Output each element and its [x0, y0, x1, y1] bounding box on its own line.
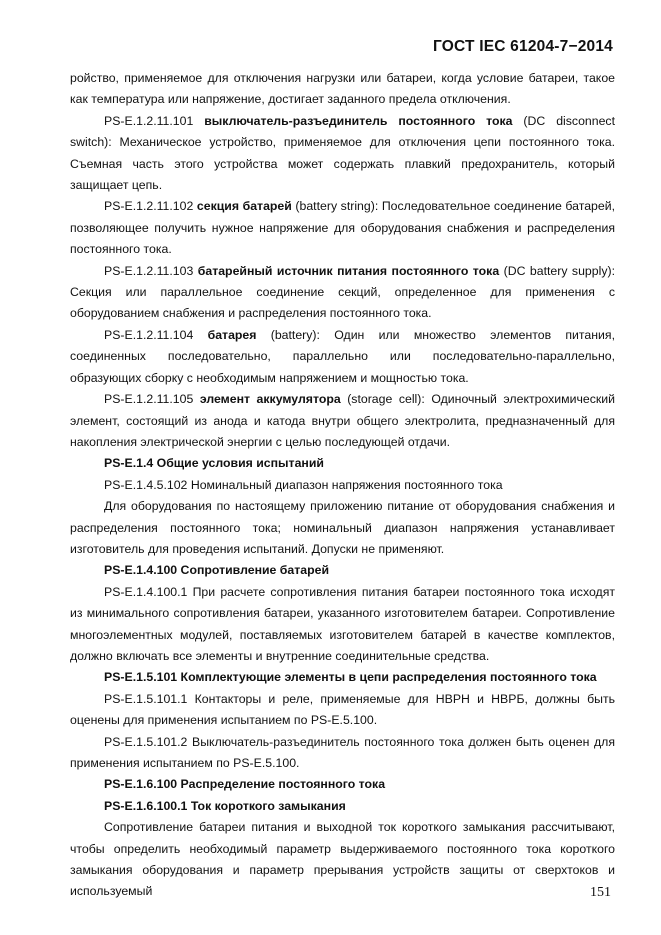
document-body	[70, 68, 615, 903]
definition-term: элемент аккумулятора	[199, 392, 341, 407]
definition-text: (storage cell): Одиночный электрохимический элемент, состоящий из анода и катода внутри общего электролита, предназначенный для накопления электрической энергии с целью последующей отдачи.	[70, 392, 615, 449]
body-paragraph: ройство, применяемое для отключения нагрузки или батареи, когда условие батареи, такое как температура или напряжение, достигает заданного предела отключения.	[70, 71, 615, 107]
section-heading: PS-E.1.4.100 Сопротивление батарей	[104, 563, 330, 578]
definition-number: PS-E.1.2.11.102	[104, 199, 194, 214]
definition-paragraph	[70, 261, 615, 325]
definition-number: PS-E.1.2.11.101	[104, 113, 194, 128]
definition-number: PS-E.1.2.11.103	[104, 263, 194, 278]
definition-term: выключатель-разъединитель постоянного тока	[204, 113, 513, 128]
definition-paragraph	[70, 325, 615, 389]
definition-paragraph	[70, 111, 615, 197]
definition-number: PS-E.1.2.11.104	[104, 327, 194, 342]
section-heading: PS-E.1.5.101 Комплектующие элементы в цепи распределения постоянного тока	[104, 670, 597, 685]
section-heading: PS-E.1.4 Общие условия испытаний	[104, 456, 324, 471]
page-header: ГОСТ IEC 61204-7−2014	[433, 38, 613, 55]
section-heading: PS-E.1.6.100 Распределение постоянного тока	[104, 777, 386, 792]
definition-paragraph	[70, 389, 615, 453]
body-paragraph: PS-E.1.5.101.1 Контакторы и реле, применяемые для НВРН и НВРБ, должны быть оценены для применения испытанием по PS-E.5.100.	[70, 691, 615, 728]
definition-text: (battery): Один или множество элементов питания, соединенных последовательно, параллельно или последовательно-параллельно, образующих сборку с необходимым напряжением и мощностью тока.	[70, 327, 615, 385]
definition-term: секция батарей	[196, 199, 292, 214]
definition-text: (battery string): Последовательное соединение батарей, позволяющее получить нужное напряжение для оборудования снабжения и распределения постоянного тока.	[70, 199, 615, 257]
body-paragraph: Для оборудования по настоящему приложению питание от оборудования снабжения и распределения постоянного тока; номинальный диапазон напряжения устанавливает изготовитель для проведения испытаний. Допуски не применяют.	[70, 499, 615, 556]
definition-text: (DC battery supply): Секция или параллельное соединение секций, определенное для применения с оборудованием снабжения и распределения постоянного тока.	[70, 263, 615, 321]
section-heading: PS-E.1.6.100.1 Ток короткого замыкания	[104, 798, 346, 813]
definition-number: PS-E.1.2.11.105	[104, 392, 194, 407]
definition-text: (DC disconnect switch): Механическое устройство, применяемое для отключения цепи постоянного тока. Съемная часть этого устройства может содержать плавкий предохранитель, который защищает цепь.	[70, 113, 615, 193]
body-paragraph: PS-E.1.5.101.2 Выключатель-разъединитель постоянного тока должен быть оценен для применения испытанием по PS-E.5.100.	[70, 734, 615, 770]
body-paragraph: PS-E.1.4.5.102 Номинальный диапазон напряжения постоянного тока	[104, 477, 503, 492]
definition-term: батарейный источник питания постоянного тока	[197, 263, 500, 278]
body-paragraph: Сопротивление батареи питания и выходной ток короткого замыкания рассчитывают, чтобы определить необходимый параметр выдерживаемого постоянного тока короткого замыкания оборудования и параметр прерывания устройств защиты от сверхтоков и используемый	[70, 820, 615, 899]
body-paragraph: PS-E.1.4.100.1 При расчете сопротивления питания батареи постоянного тока исходят из минимального сопротивления батареи, указанного изготовителем батареи. Сопротивление многоэлементных модулей, поставляемых изготовителем батарей в качестве комплектов, должно включать все элементы и внутренние соединительные средства.	[70, 584, 615, 663]
definition-paragraph	[70, 196, 615, 260]
page-number: 151	[590, 885, 611, 900]
definition-term: батарея	[207, 327, 257, 342]
